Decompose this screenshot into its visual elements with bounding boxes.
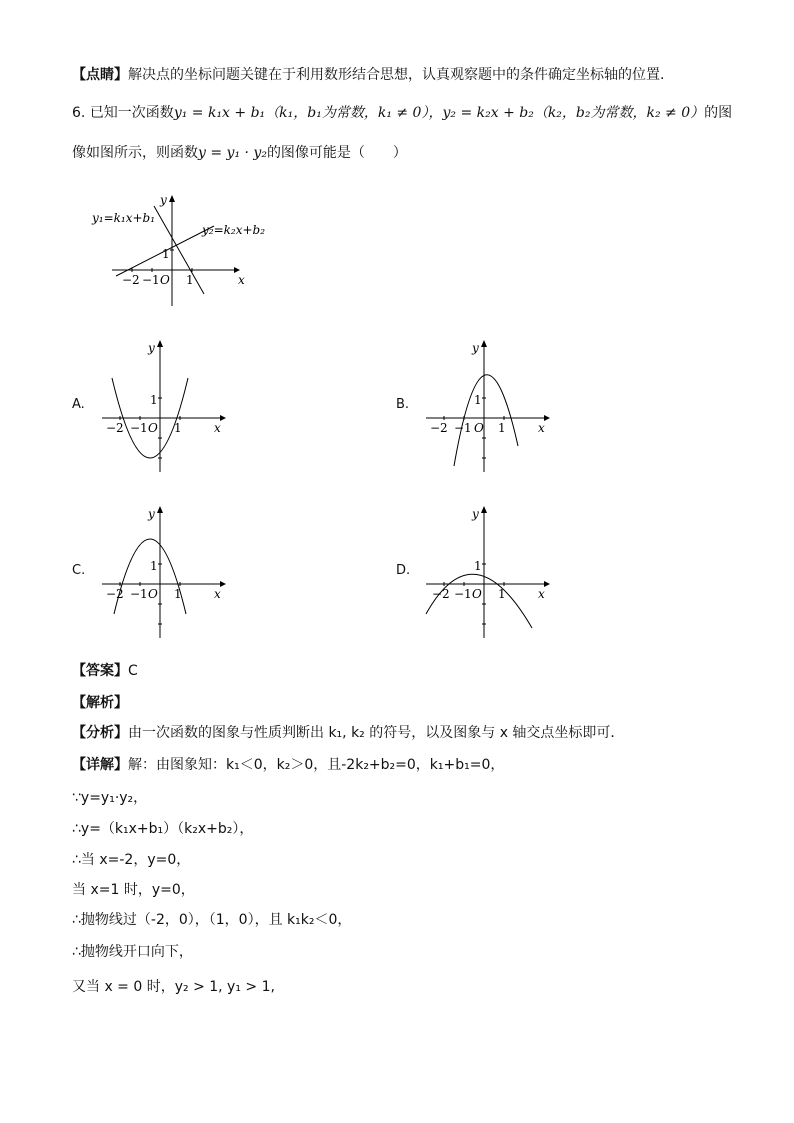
- option-b-graph[interactable]: [420, 338, 560, 476]
- svg-text:O: O: [148, 587, 158, 601]
- equation-2: y₂ = k₂x + b₂（k₂，b₂为常数，k₂ ≠ 0）: [442, 105, 705, 121]
- detail-line-1: [72, 756, 504, 774]
- detail-line-3: ∴y=（k₁x+b₁）（k₂x+b₂），: [72, 821, 254, 837]
- detail-line-4: ∴当 x=-2，y=0，: [72, 852, 191, 868]
- question-line2: 像如图所示，则函数: [72, 145, 198, 161]
- svg-text:y: y: [148, 341, 155, 355]
- question-line-1: [72, 104, 732, 122]
- detail-line-8: 又当 x = 0 时，y₂ > 1, y₁ > 1,: [72, 979, 275, 995]
- option-d-graph[interactable]: [420, 504, 560, 642]
- svg-text:1: 1: [498, 587, 506, 601]
- svg-text:−1: −1: [130, 421, 148, 435]
- question-line-2: [72, 144, 407, 162]
- svg-text:1: 1: [474, 559, 482, 573]
- svg-text:y: y: [472, 507, 479, 521]
- detail-line-5: 当 x=1 时，y=0，: [72, 882, 195, 898]
- y-axis-arrow: [169, 195, 175, 202]
- svg-text:1: 1: [474, 393, 482, 407]
- svg-text:−2: −2: [106, 421, 124, 435]
- equation-3: y = y₁ · y₂: [198, 145, 267, 161]
- svg-text:1: 1: [174, 421, 182, 435]
- analysis-text: 由一次函数的图象与性质判断出 k₁, k₂ 的符号，以及图象与 x 轴交点坐标即可．: [128, 725, 625, 741]
- y-axis-label: y: [160, 193, 167, 207]
- svg-text:O: O: [474, 421, 484, 435]
- question-line1-rest: 的图: [704, 105, 733, 121]
- question-number: 6.: [72, 105, 86, 121]
- option-d-letter[interactable]: D.: [396, 563, 411, 578]
- question-line2-rest: 的图像可能是（ ）: [266, 145, 407, 161]
- svg-text:y: y: [148, 507, 155, 521]
- svg-text:O: O: [148, 421, 158, 435]
- option-c-curve: [114, 539, 186, 614]
- svg-text:−2: −2: [432, 587, 450, 601]
- svg-text:1: 1: [150, 393, 158, 407]
- option-d-curve: [426, 574, 532, 628]
- svg-text:−1: −1: [130, 587, 148, 601]
- svg-text:−1: −1: [454, 421, 472, 435]
- tick-1-x: 1: [186, 273, 194, 287]
- svg-text:1: 1: [498, 421, 506, 435]
- tick-1-y: 1: [162, 247, 170, 261]
- detail-line-6: ∴抛物线过（-2，0），（1，0），且 k₁k₂＜0，: [72, 912, 352, 928]
- answer-value: C: [128, 663, 138, 679]
- svg-text:1: 1: [174, 587, 182, 601]
- detail-text-1: 解：由图象知：k₁＜0，k₂＞0，且-2k₂+b₂=0，k₁+b₁=0，: [128, 757, 505, 773]
- svg-text:−2: −2: [106, 587, 124, 601]
- option-a-letter[interactable]: A.: [72, 397, 85, 412]
- svg-text:−2: −2: [430, 421, 448, 435]
- analysis-heading: [72, 694, 128, 712]
- svg-text:y: y: [472, 341, 479, 355]
- origin-label: O: [160, 273, 170, 287]
- svg-text:x: x: [214, 587, 221, 601]
- detail-tag: 【详解】: [72, 757, 128, 773]
- analysis-tag: 【解析】: [72, 695, 128, 711]
- answer-line: [72, 662, 138, 680]
- option-b-letter[interactable]: B.: [396, 397, 410, 412]
- svg-text:x: x: [214, 421, 221, 435]
- answer-tag: 【答案】: [72, 663, 128, 679]
- detail-line-7: ∴抛物线开口向下，: [72, 944, 193, 960]
- label-y1: y₁=k₁x+b₁: [92, 211, 156, 225]
- hint-text: 解决点的坐标问题关键在于利用数形结合思想，认真观察题中的条件确定坐标轴的位置.: [128, 67, 665, 83]
- hint-tag: 【点睛】: [72, 67, 128, 83]
- svg-text:−1: −1: [454, 587, 472, 601]
- label-y2: y₂=k₂x+b₂: [202, 223, 266, 237]
- analysis-line: [72, 724, 624, 742]
- detail-line-2: ∵y=y₁·y₂，: [72, 790, 148, 806]
- svg-text:O: O: [472, 587, 482, 601]
- svg-text:1: 1: [150, 559, 158, 573]
- option-c-graph[interactable]: [96, 504, 236, 642]
- tick-minus-1: −1: [142, 273, 160, 287]
- equation-1: y₁ = k₁x + b₁（k₁，b₁为常数，k₁ ≠ 0），: [173, 105, 443, 121]
- hint-line: [72, 66, 664, 84]
- option-a-graph[interactable]: [96, 338, 236, 476]
- question-prefix: 已知一次函数: [89, 105, 174, 121]
- lines-figure: [86, 188, 276, 313]
- svg-text:x: x: [538, 587, 545, 601]
- x-axis-label: x: [238, 273, 245, 287]
- svg-text:x: x: [538, 421, 545, 435]
- analysis-sub-tag: 【分析】: [72, 725, 128, 741]
- tick-minus-2: −2: [122, 273, 140, 287]
- option-c-letter[interactable]: C.: [72, 563, 86, 578]
